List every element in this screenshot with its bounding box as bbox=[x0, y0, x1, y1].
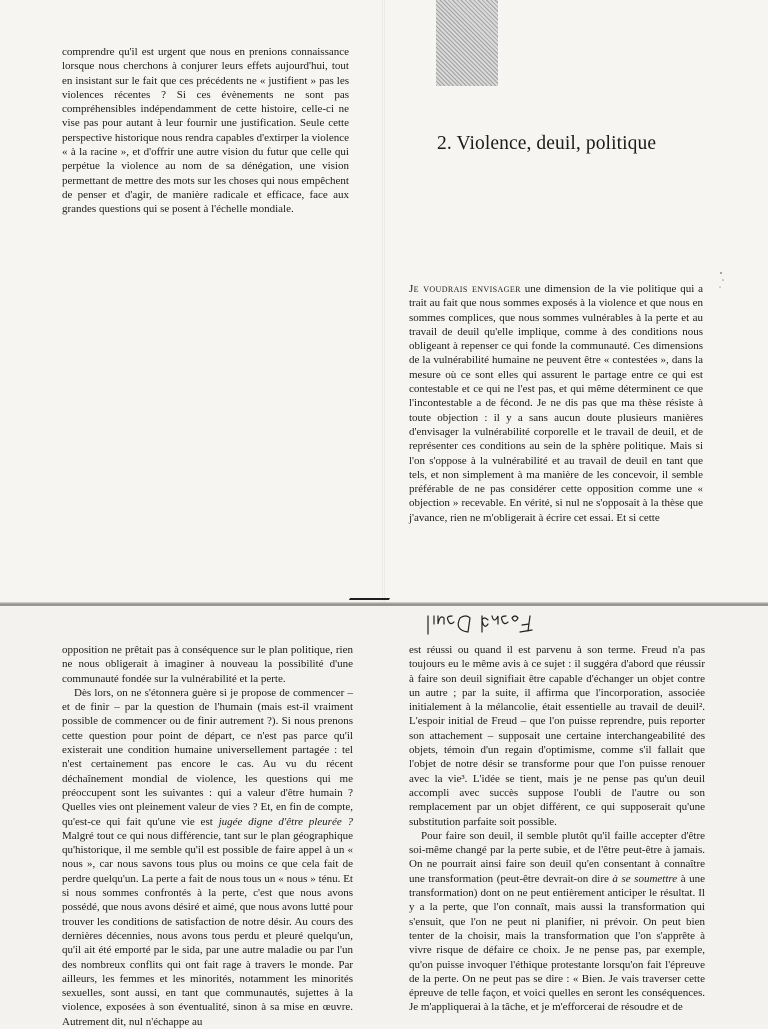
bottom-right-page-text bbox=[409, 643, 705, 1015]
paragraph-text: Dès lors, on ne s'étonnera guère si je propose de commencer – et de finir – par la question de l'humain (mais est-il vraiment possible de commencer ou de finir autrement ?). Si nous prenons cette question pour point de départ, ce n'est pas parce qu'il existerait une condition humaine universellement partagée : tel n'est certainement pas encore le cas. Au vu du récent déchaînement mondial de violence, les questions qui me préoccupent sont les suivantes : qui a valeur d'être humain ? Quelles vies ont pleinement valeur de vies ? Et, en fin de compte, qu'est-ce qui fait qu'une vie est bbox=[62, 686, 353, 828]
paragraph-text: à une transformation bbox=[409, 872, 706, 900]
halftone-bookmark bbox=[436, 0, 498, 86]
emphasis: à se soumettre bbox=[612, 872, 678, 885]
top-right-page-text bbox=[409, 282, 703, 525]
paragraph: opposition ne prêtait pas à conséquence sur le plan politique, rien ne nous obligerait à imaginer à nouveau la possibilité d'une communauté fondée sur la vulnérabilité et la perte. bbox=[62, 644, 353, 685]
chapter-title: 2. Violence, deuil, politique bbox=[437, 133, 657, 154]
paragraph: comprendre qu'il est urgent que nous en prenions connaissance lorsque nous cherchons à conjurer leurs effets aujourd'hui, tout en insistant sur le fait que ces précédents ne « justifient » pas les violences récentes ? Si ces évènements ne sont pas compréhensibles indépendamment de cette histoire, celle-ci ne vise pas pour autant à leur fournir une justification. Seule cette perspective historique nous rendra capables d'extirper la violence « à la racine », et d'offrir une autre vision du futur que celle qui perpétue la violence au nom de sa dénégation, une vision permettant de mettre des mots sur les choses qui nous empêchent de penser et d'agir, de manière radicale et efficace, face aux grandes questions qui se posent à l'échelle mondiale. bbox=[62, 46, 349, 216]
paragraph: est réussi ou quand il est parvenu à son terme. Freud n'a pas toujours eu le même avis à ce sujet : il suggéra d'abord que réussir à faire son deuil signifiait être capable d'échanger un objet contre un autre ; par la suite, il affirma que l'incorporation, associée initialement à la mélancolie, était essentielle au travail de deuil². L'espoir initial de Freud – que l'on puisse reprendre, puis reporter son attachement – supposait une certaine interchangeabilité des objets, témoin d'un regain d'optimisme, comme s'il fallait que l'objet de notre désir se transforme pour que l'on puisse renouer avec la vie³. L'idée se tient, mais je ne pense pas qu'un deuil accompli avec succès suppose l'oubli de l'autre ou son remplacement par un objet différent, ce qui supposerait qu'une substitution parfaite soit possible. bbox=[409, 644, 705, 828]
paragraph bbox=[62, 686, 353, 1029]
lead-in: Je voudrais envisager bbox=[409, 283, 521, 295]
opening-paragraph bbox=[409, 282, 703, 525]
bottom-left-page-text bbox=[62, 643, 353, 1029]
emphasis: jugée digne d'être pleurée ? bbox=[218, 815, 353, 828]
gutter bbox=[382, 0, 385, 606]
top-left-page-text bbox=[62, 45, 349, 217]
handwritten-annotation-icon bbox=[418, 608, 538, 638]
paragraph-text: Pour faire son deuil, il semble plutôt qu'il faille accepter d'être soi-même changé par la perte subie, et de l'être peut-être à jamais. On ne pourrait ainsi faire son deuil qu'en consentant à connaître une transformation (peut-être devrait-on dire bbox=[409, 829, 705, 885]
paragraph-text: ) dont on ne peut entièrement anticiper le résultat. Il y a la perte, que l'on connaît, mais aussi la transformation qui s'ensuit, que l'on ne peut ni planifier, ni prévoir. On peut bien tenter de la choisir, mais la transformation que l'on s'apprête à vivre risque de défaire ce choix. Je ne pense pas, par exemple, qu'on puisse invoquer l'éthique protestante lorsqu'on fait l'épreuve de la perte. On ne peut pas se dire : « Bien. Je vais traverser cette épreuve de telle façon, et voici quelles en seront les conséquences. Je m'appliquerai à la tâche, et je m'efforcerai de résoudre et de bbox=[409, 887, 705, 1014]
paragraph-rest: une dimension de la vie politique qui a trait au fait que nous sommes exposés à la violence et que nous en sommes complices, que nous sommes vulnérables à la perte et au travail de deuil qu'elle implique, comme à des conditions nous obligeant à repenser ce qui fonde la communauté. Ces dimensions de la vulnérabilité humaine ne peuvent être « contestées », dans la mesure où ce sont elles qui assurent le partage entre ce qui est contestable et ce qui ne l'est pas, et qui même déterminent ce que l'incontestable a de fécond. Je ne dis pas que ma thèse résiste à toute objection : il y a sans aucun doute plusieurs manières d'envisager la vulnérabilité corporelle et le travail de deuil, et de représenter ces conditions au sein de la sphère politique. Mais si l'on s'oppose à la vulnérabilité et au travail de deuil en tant que tels, et non simplement à ma manière de les concevoir, il semble préférable de ne pas considérer cette opposition comme une « objection » recevable. En vérité, si nul ne s'opposait à la thèse que j'avance, rien ne m'obligerait à écrire cet essai. Et si cette bbox=[409, 283, 703, 524]
scan-speck-icon bbox=[718, 270, 726, 292]
paragraph-text: Malgré tout ce qui nous différencie, tant sur le plan géographique qu'historique, il me semble qu'il est possible de faire appel à un « nous », car nous savons tous plus ou moins ce que cela fait de perdre quelqu'un. La perte a fait de nous tous un « nous » ténu. Et si nous sommes confrontés à la perte, c'est que nous avons possédé, que nous avons désiré et aimé, que nous avons lutté pour trouver les conditions de satisfaction de notre désir. Au cours des dernières décennies, nous avons tous perdu et pleuré quelqu'un, qu'il ait été emporté par le sida, par une autre maladie ou par l'un des nombreux conflits qui ont fait rage à travers le monde. Par ailleurs, les femmes et les minorités, notamment les minorités sexuelles, sont aussi, en tant que communautés, sujettes à la violence, exposées à son éventualité, sinon à sa mise en œuvre. Autrement dit, nul n'échappe au bbox=[62, 829, 353, 1028]
paragraph bbox=[409, 829, 705, 1015]
